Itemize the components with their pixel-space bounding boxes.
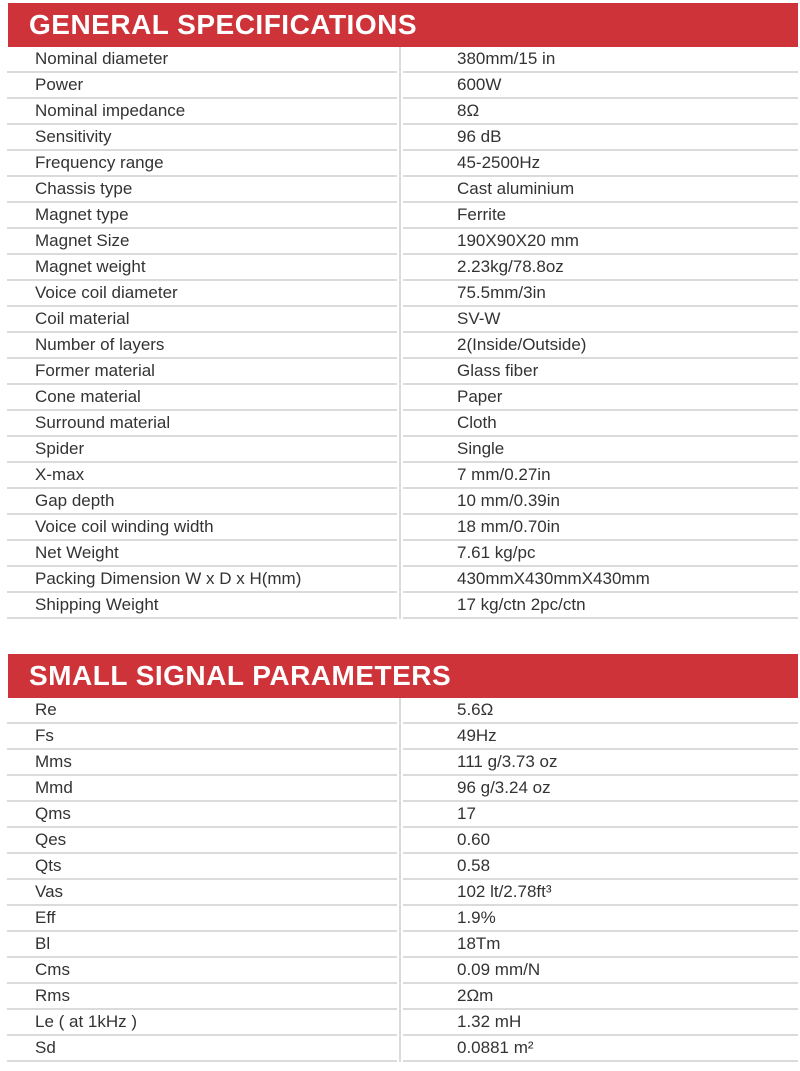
spec-label: Le ( at 1kHz ): [35, 1012, 138, 1031]
section-title: GENERAL SPECIFICATIONS: [29, 9, 418, 40]
spec-label: Re: [35, 700, 57, 719]
spec-value: 49Hz: [457, 726, 497, 745]
spec-label: Packing Dimension W x D x H(mm): [35, 569, 302, 588]
spec-label: Rms: [35, 986, 70, 1005]
spec-value: 17 kg/ctn 2pc/ctn: [457, 595, 586, 614]
spec-value: 0.09 mm/N: [457, 960, 541, 979]
spec-table-body: [7, 47, 798, 619]
spec-label: Voice coil diameter: [35, 283, 178, 302]
spec-value: 0.60: [457, 830, 491, 849]
spec-label: Eff: [35, 908, 56, 927]
spec-label: Spider: [35, 439, 85, 458]
spec-label: Gap depth: [35, 491, 115, 510]
spec-label: X-max: [35, 465, 85, 484]
section-title: SMALL SIGNAL PARAMETERS: [29, 660, 452, 691]
spec-label: Qts: [35, 856, 62, 875]
spec-value: 45-2500Hz: [457, 153, 541, 172]
spec-label: Mmd: [35, 778, 73, 797]
spec-label: Nominal diameter: [35, 49, 169, 68]
spec-label: Number of layers: [35, 335, 165, 354]
section-header-general: [8, 3, 798, 47]
spec-value: 18 mm/0.70in: [457, 517, 560, 536]
spec-value: 75.5mm/3in: [457, 283, 546, 302]
section-header-small-signal: [8, 654, 798, 698]
spec-label: Bl: [35, 934, 51, 953]
spec-label: Magnet weight: [35, 257, 146, 276]
spec-label: Former material: [35, 361, 155, 380]
spec-value: 190X90X20 mm: [457, 231, 579, 250]
spec-label: Qes: [35, 830, 67, 849]
section-small-signal-parameters: [8, 654, 798, 1062]
spec-value: 111 g/3.73 oz: [457, 752, 558, 771]
spec-label: Nominal impedance: [35, 101, 186, 120]
spec-value: Single: [457, 439, 505, 458]
spec-value: 2(Inside/Outside): [457, 335, 587, 354]
spec-value: 1.9%: [457, 908, 496, 927]
spec-value: 2Ωm: [457, 986, 494, 1005]
spec-value: 8Ω: [457, 101, 480, 120]
spec-value: 600W: [457, 75, 502, 94]
spec-label: Fs: [35, 726, 54, 745]
spec-value: 0.0881 m²: [457, 1038, 534, 1057]
spec-value: Cloth: [457, 413, 497, 432]
spec-value: 10 mm/0.39in: [457, 491, 560, 510]
spec-value: 2.23kg/78.8oz: [457, 257, 564, 276]
spec-value: 96 dB: [457, 127, 502, 146]
spec-value: 1.32 mH: [457, 1012, 522, 1031]
spec-label: Magnet type: [35, 205, 129, 224]
spec-label: Chassis type: [35, 179, 133, 198]
spec-label: Coil material: [35, 309, 130, 328]
spec-value: 102 lt/2.78ft³: [457, 882, 552, 901]
spec-value: 17: [457, 804, 476, 823]
spec-value: 96 g/3.24 oz: [457, 778, 551, 797]
spec-value: 7.61 kg/pc: [457, 543, 536, 562]
spec-value: Ferrite: [457, 205, 507, 224]
spec-label: Shipping Weight: [35, 595, 159, 614]
spec-label: Power: [35, 75, 84, 94]
spec-value: 18Tm: [457, 934, 501, 953]
spec-label: Sensitivity: [35, 127, 112, 146]
spec-label: Mms: [35, 752, 72, 771]
spec-table-body: [7, 698, 798, 1062]
spec-value: 7 mm/0.27in: [457, 465, 551, 484]
spec-label: Frequency range: [35, 153, 164, 172]
spec-label: Sd: [35, 1038, 56, 1057]
spec-value: Glass fiber: [457, 361, 539, 380]
column-divider: [397, 698, 403, 1062]
spec-value: 0.58: [457, 856, 491, 875]
spec-label: Cms: [35, 960, 70, 979]
spec-label: Cone material: [35, 387, 141, 406]
column-divider: [397, 47, 403, 619]
section-general-specifications: [8, 3, 798, 619]
spec-value: 430mmX430mmX430mm: [457, 569, 650, 588]
spec-value: Paper: [457, 387, 503, 406]
spec-label: Net Weight: [35, 543, 119, 562]
spec-label: Surround material: [35, 413, 171, 432]
spec-value: SV-W: [457, 309, 501, 328]
spec-label: Vas: [35, 882, 64, 901]
spec-value: 5.6Ω: [457, 700, 494, 719]
spec-value: Cast aluminium: [457, 179, 575, 198]
spec-label: Qms: [35, 804, 71, 823]
spec-label: Voice coil winding width: [35, 517, 214, 536]
spec-value: 380mm/15 in: [457, 49, 556, 68]
spec-label: Magnet Size: [35, 231, 130, 250]
